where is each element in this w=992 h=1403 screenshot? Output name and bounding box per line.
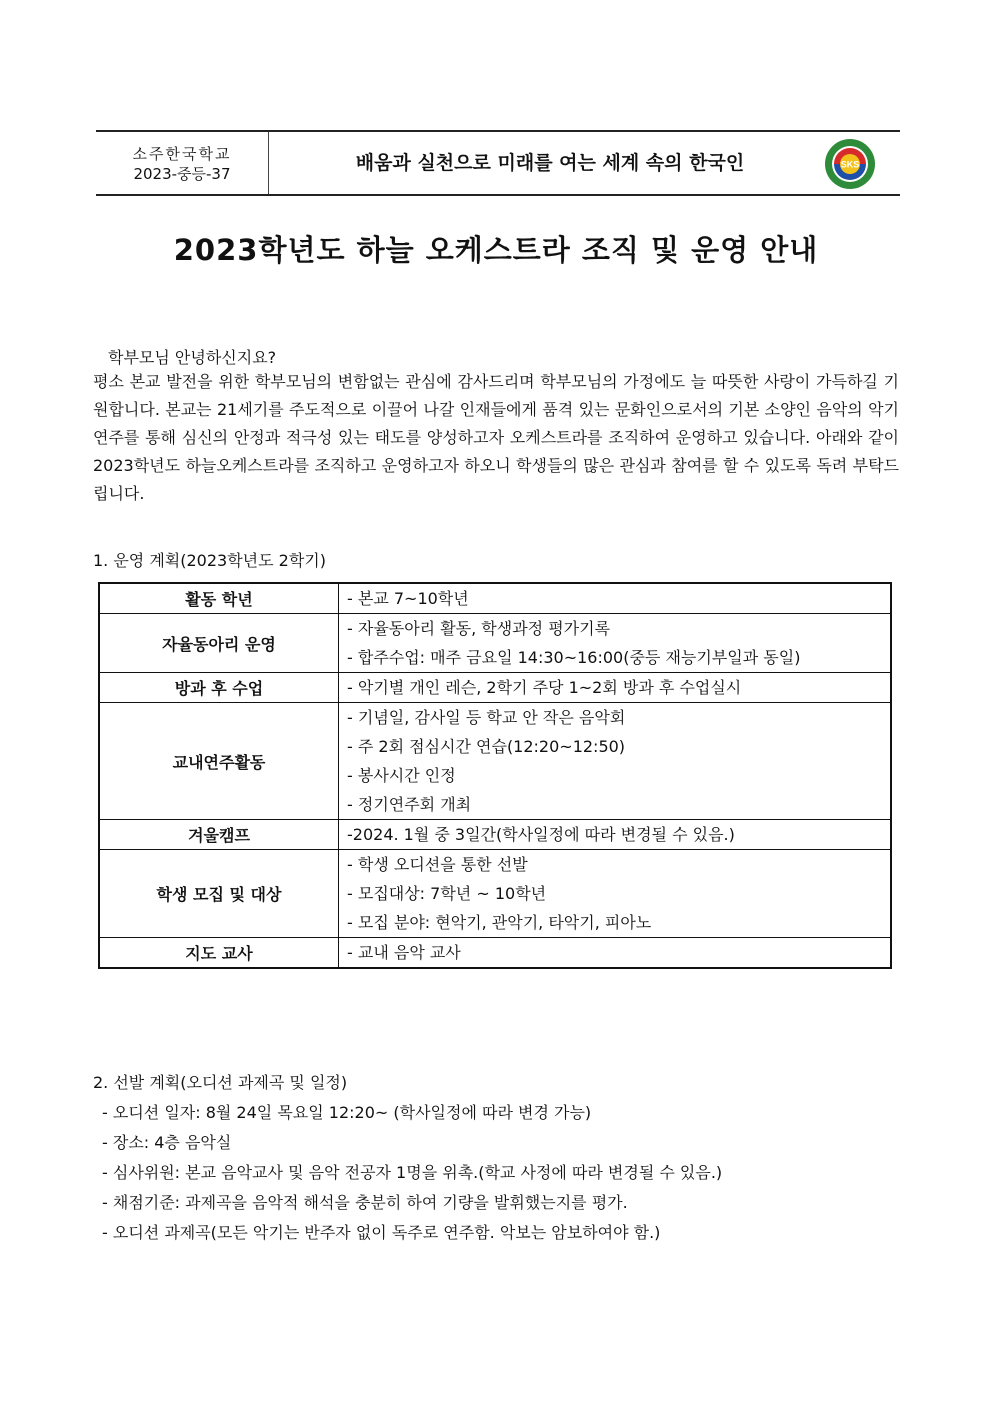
list-item: - 장소: 4층 음악실 bbox=[102, 1133, 232, 1152]
row-label: 활동 학년 bbox=[99, 583, 339, 614]
table-row bbox=[99, 938, 891, 969]
greeting: 학부모님 안녕하신지요? bbox=[108, 348, 277, 367]
document-header bbox=[96, 130, 900, 196]
table-row bbox=[99, 614, 891, 673]
table-row bbox=[99, 850, 891, 938]
table-row bbox=[99, 673, 891, 703]
row-label: 자율동아리 운영 bbox=[99, 614, 339, 673]
section-2-heading: 2. 선발 계획(오디션 과제곡 및 일정) bbox=[93, 1073, 348, 1092]
row-line: - 자율동아리 활동, 학생과정 평가기록 bbox=[347, 619, 611, 638]
section-1-heading: 1. 운영 계획(2023학년도 2학기) bbox=[93, 551, 327, 570]
row-label: 겨울캠프 bbox=[99, 820, 339, 850]
school-name: 소주한국학교 bbox=[132, 145, 232, 163]
row-line: - 기념일, 감사일 등 학교 안 작은 음악회 bbox=[347, 708, 626, 727]
row-line: - 악기별 개인 레슨, 2학기 주당 1~2회 방과 후 수업실시 bbox=[347, 678, 742, 697]
row-line: - 모집 분야: 현악기, 관악기, 타악기, 피아노 bbox=[347, 913, 652, 932]
header-info-cell bbox=[96, 132, 269, 194]
document-title: 2023학년도 하늘 오케스트라 조직 및 운영 안내 bbox=[173, 233, 819, 267]
logo-text: SKS bbox=[840, 159, 860, 170]
row-line: - 봉사시간 인정 bbox=[347, 766, 456, 785]
row-line: - 주 2회 점심시간 연습(12:20~12:50) bbox=[347, 737, 626, 756]
row-line: - 학생 오디션을 통한 선발 bbox=[347, 855, 528, 874]
intro-paragraph: 평소 본교 발전을 위한 학부모님의 변함없는 관심에 감사드리며 학부모님의 가정에도 늘 따뜻한 사랑이 가득하길 기원합니다. 본교는 21세기를 주도적으로 이끌어 나갈 인재들에게 품격 있는 문화인으로서의 기본 소양인 음악의 악기연주를 통해 심신의 안정과 적극성 있는 태도를 양성하고자 오케스트라를 조직하여 운영하고 있습니다. 아래와 같이 2023학년도 하늘오케스트라를 조직하고 운영하고자 하오니 학생들의 많은 관심과 참여를 할 수 있도록 독려 부탁드립니다. bbox=[93, 372, 899, 503]
table-row bbox=[99, 820, 891, 850]
document-number: 2023-중등-37 bbox=[133, 165, 231, 183]
list-item: - 오디션 일자: 8월 24일 목요일 12:20~ (학사일정에 따라 변경 가능) bbox=[102, 1103, 592, 1122]
operation-plan-table bbox=[98, 582, 892, 969]
row-label: 지도 교사 bbox=[99, 938, 339, 969]
row-label: 방과 후 수업 bbox=[99, 673, 339, 703]
table-row bbox=[99, 583, 891, 614]
row-line: - 본교 7~10학년 bbox=[347, 589, 469, 608]
list-item: - 채점기준: 과제곡을 음악적 해석을 충분히 하여 기량을 발휘했는지를 평가. bbox=[102, 1193, 628, 1212]
list-item: - 오디션 과제곡(모든 악기는 반주자 없이 독주로 연주함. 악보는 암보하여야 함.) bbox=[102, 1223, 661, 1242]
audition-plan-list bbox=[102, 1098, 722, 1248]
row-content bbox=[339, 583, 892, 614]
row-line: - 교내 음악 교사 bbox=[347, 943, 461, 962]
row-line: - 정기연주회 개최 bbox=[347, 795, 472, 814]
row-content bbox=[339, 820, 892, 850]
row-line: -2024. 1월 중 3일간(학사일정에 따라 변경될 수 있음.) bbox=[347, 825, 735, 844]
row-label: 교내연주활동 bbox=[99, 703, 339, 820]
row-content bbox=[339, 850, 892, 938]
row-content bbox=[339, 703, 892, 820]
school-motto: 배움과 실천으로 미래를 여는 세계 속의 한국인 bbox=[355, 152, 745, 174]
list-item: - 심사위원: 본교 음악교사 및 음악 전공자 1명을 위촉.(학교 사정에 따라 변경될 수 있음.) bbox=[102, 1163, 723, 1182]
row-line: - 모집대상: 7학년 ~ 10학년 bbox=[347, 884, 547, 903]
row-content bbox=[339, 673, 892, 703]
row-content bbox=[339, 938, 892, 969]
table-row bbox=[99, 703, 891, 820]
school-logo-icon bbox=[824, 138, 876, 190]
row-content bbox=[339, 614, 892, 673]
row-label: 학생 모집 및 대상 bbox=[99, 850, 339, 938]
row-line: - 합주수업: 매주 금요일 14:30~16:00(중등 재능기부일과 동일) bbox=[347, 648, 801, 667]
